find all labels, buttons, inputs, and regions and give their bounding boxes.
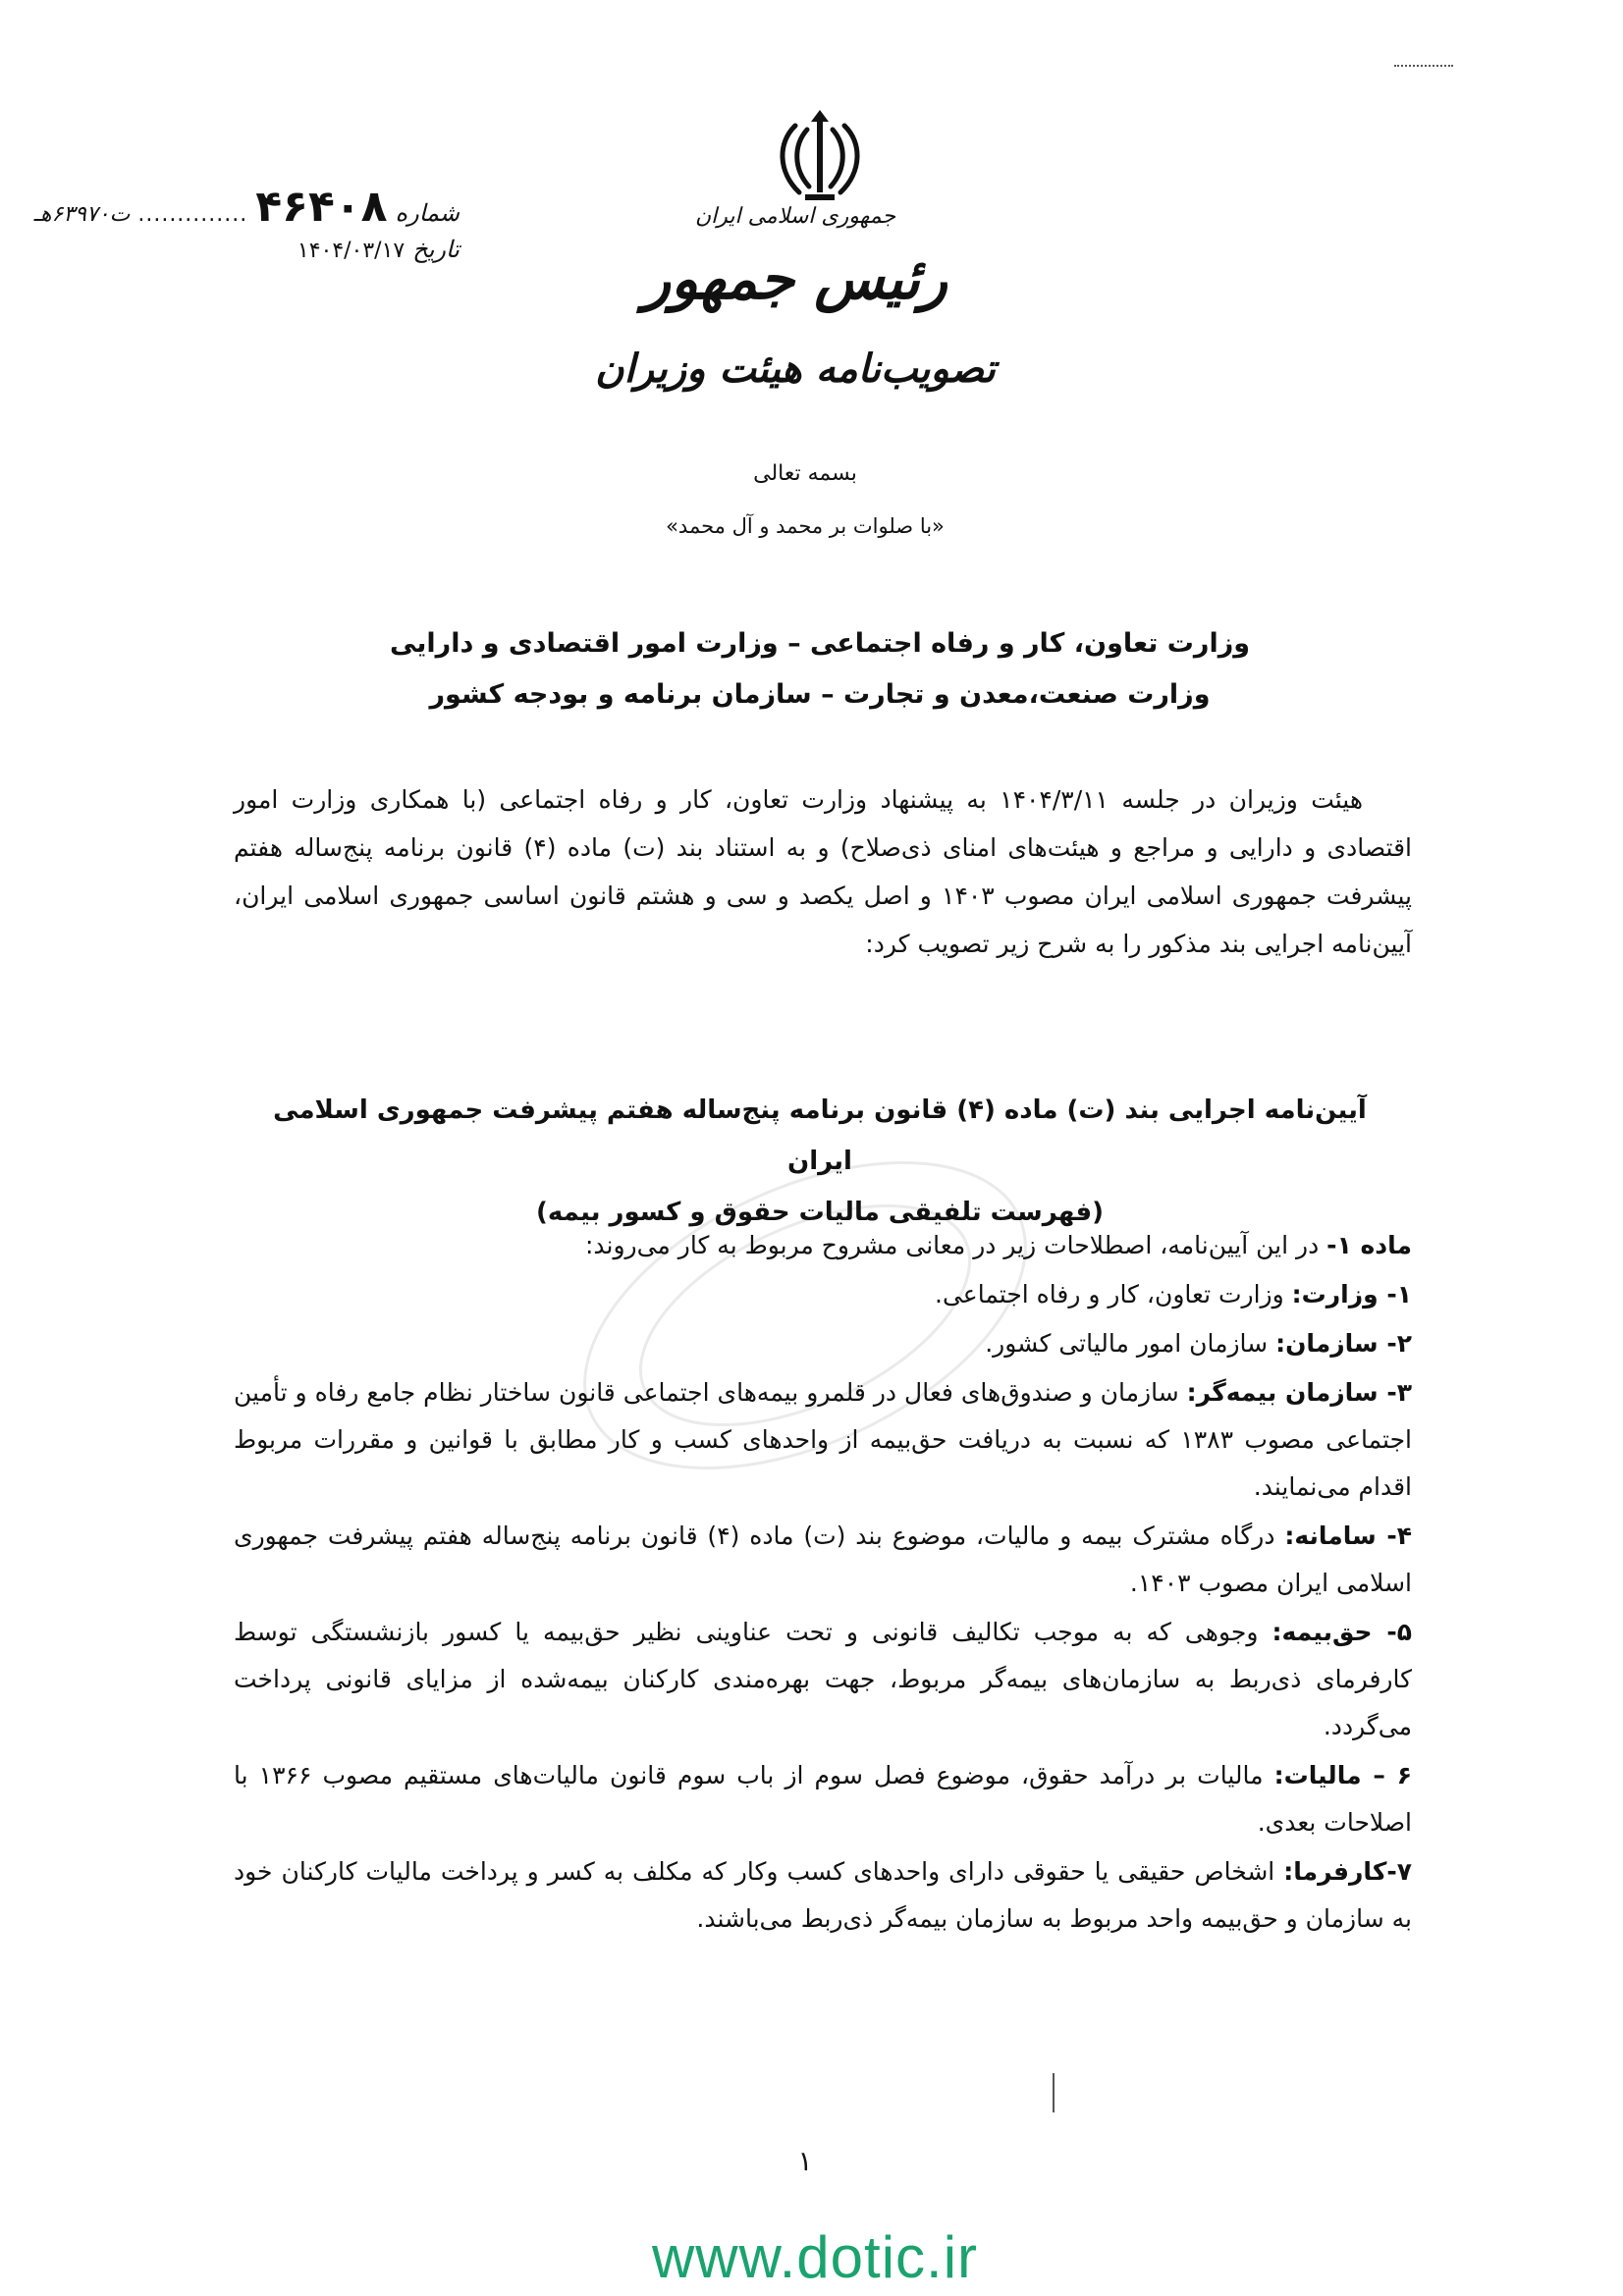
article-item	[234, 1271, 1412, 1318]
basmala: بسمه تعالی	[753, 461, 857, 486]
article-text: درگاه مشترک بیمه و مالیات، موضوع بند (ت) ماده (۴) قانون برنامه پنج‌ساله هفتم پیشرفت جمهوری اسلامی ایران مصوب ۱۴۰۳.	[234, 1522, 1412, 1597]
article-text: وزارت تعاون، کار و رفاه اجتماعی.	[935, 1280, 1292, 1308]
article-term: ۶ – مالیات:	[1273, 1761, 1412, 1789]
corner-mark	[1394, 65, 1453, 67]
article-term: ۵- حق‌بیمه:	[1271, 1618, 1412, 1646]
reference-number-row	[33, 182, 460, 232]
page-number: ۱	[797, 2145, 813, 2177]
article-term: ۴- سامانه:	[1284, 1522, 1412, 1550]
iran-emblem-icon	[776, 108, 864, 206]
date-label: تاریخ	[412, 236, 460, 263]
article-item	[234, 1513, 1412, 1607]
recipients-block	[245, 618, 1394, 721]
article-text: در این آیین‌نامه، اصطلاحات زیر در معانی مشروح مربوط به کار می‌روند:	[584, 1231, 1327, 1259]
margin-mark	[1053, 2073, 1055, 2112]
article-text: اشخاص حقیقی یا حقوقی دارای واحدهای کسب وکار که مکلف به کسر و پرداخت مالیات کارکنان خود به سازمان و حق‌بیمه واحد مربوط به سازمان بیمه‌گر ذی‌ربط می‌باشند.	[234, 1857, 1412, 1933]
reference-suffix: ت۶۳۹۷۰هـ	[33, 202, 131, 227]
footer-site-link[interactable]: www.dotic.ir	[651, 2224, 979, 2290]
article-item	[234, 1609, 1412, 1750]
reference-number: ۴۶۴۰۸	[255, 182, 388, 232]
article-term: ۷-کارفرما:	[1283, 1857, 1412, 1886]
reference-dots: ..............	[137, 202, 248, 227]
articles-list	[234, 1222, 1412, 1945]
article-term: ۲- سازمان:	[1275, 1329, 1412, 1358]
article-text: مالیات بر درآمد حقوق، موضوع فصل سوم از باب سوم قانون مالیات‌های مستقیم مصوب ۱۳۶۶ با اصلاحات بعدی.	[234, 1761, 1412, 1837]
article-text: سازمان امور مالیاتی کشور.	[985, 1329, 1276, 1358]
recipient-line: وزارت صنعت،معدن و تجارت – سازمان برنامه و بودجه کشور	[429, 679, 1211, 710]
regulation-title-block	[245, 1085, 1394, 1238]
article-text: وجوهی که به موجب تکالیف قانونی و تحت عناوینی نظیر حق‌بیمه یا کسور بازنشستگی توسط کارفرمای ذی‌ربط به سازمان‌های بیمه‌گر مربوط، جهت بهره‌مندی کارکنان بیمه‌شده از مزایای قانونی پرداخت می‌گردد.	[234, 1618, 1412, 1740]
recipient-line: وزارت تعاون، کار و رفاه اجتماعی – وزارت امور اقتصادی و دارایی	[389, 628, 1251, 659]
header-republic: جمهوری اسلامی ایران	[694, 204, 896, 229]
article-text: سازمان و صندوق‌های فعال در قلمرو بیمه‌های اجتماعی قانون ساختار نظام جامع رفاه و تأمین اجتماعی مصوب ۱۳۸۳ که نسبت به دریافت حق‌بیمه از واحدهای کسب و کار مطابق با قوانین و مقررات مربوط اقدام می‌نمایند.	[234, 1378, 1413, 1501]
reference-date: ۱۴۰۴/۰۳/۱۷	[297, 239, 406, 263]
header-approval: تصویب‌نامه هیئت وزیران	[595, 346, 996, 392]
article-item	[234, 1320, 1412, 1367]
reference-date-row	[47, 236, 460, 263]
article-term: ۳- سازمان بیمه‌گر:	[1186, 1378, 1412, 1407]
article-item	[234, 1752, 1412, 1846]
article-term: ۱- وزارت:	[1291, 1280, 1412, 1308]
regulation-subtitle: (فهرست تلفیقی مالیات حقوق و کسور بیمه)	[536, 1198, 1104, 1227]
article-item	[234, 1848, 1412, 1943]
header-president: رئیس جمهور	[643, 245, 947, 312]
intro-paragraph: هیئت وزیران در جلسه ۱۴۰۴/۳/۱۱ به پیشنهاد وزارت تعاون، کار و رفاه اجتماعی (با همکاری وزارت امور اقتصادی و دارایی و مراجع و هیئت‌های امنای ذی‌صلاح) و به استناد بند (ت) ماده (۴) قانون برنامه پنج‌ساله هفتم پیشرفت جمهوری اسلامی ایران مصوب ۱۴۰۳ و اصل یکصد و سی و هشتم قانون اساسی جمهوری اسلامی ایران، آیین‌نامه اجرایی بند مذکور را به شرح زیر تصویب کرد:	[234, 785, 1412, 958]
article-item	[234, 1369, 1412, 1511]
article-item	[234, 1222, 1412, 1269]
article-term: ماده ۱-	[1326, 1231, 1412, 1259]
regulation-title: آیین‌نامه اجرایی بند (ت) ماده (۴) قانون برنامه پنج‌ساله هفتم پیشرفت جمهوری اسلامی ایران	[273, 1095, 1367, 1176]
salawat: «با صلوات بر محمد و آل محمد»	[666, 514, 945, 538]
reference-block	[33, 182, 460, 263]
number-label: شماره	[395, 199, 460, 227]
